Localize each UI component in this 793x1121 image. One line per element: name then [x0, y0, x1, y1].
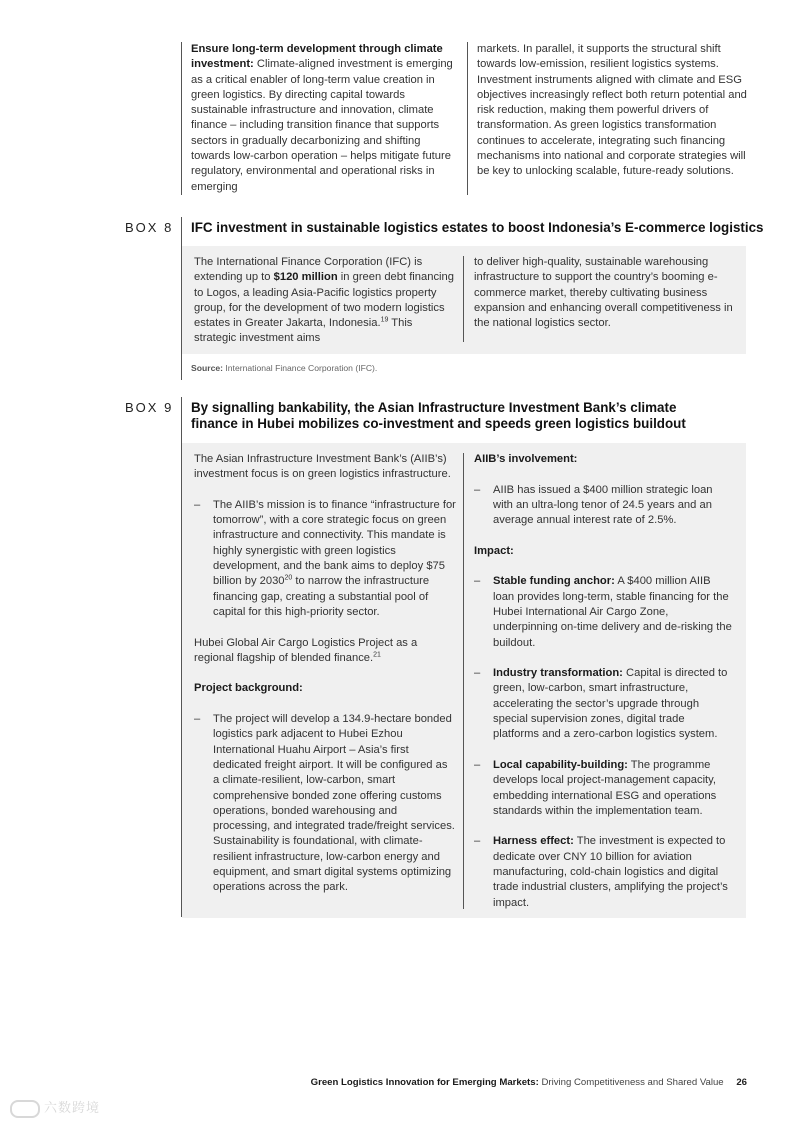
- box9-impact-item: [474, 666, 732, 742]
- box9-background-heading: Project background:: [194, 682, 303, 695]
- box9-title-line1: By signalling bankability, the Asian Infrastructure Investment Bank’s climate: [191, 400, 677, 415]
- box9-background-bullet: – The project will develop a 134.9-hectare bonded logistics park adjacent to Hubei Ezhou International Huahu Airport – Asia’s first dedicated freight airport. It will be configured as a climate-resilient, low-carbon, smart comprehensive bonded zone offering customs operations, bonded warehousing and processing, and integrated trade/freight services. Sustainability is foundational, with climate-resilient infrastructure, low-carbon energy and equipment, and smart digital systems optimizing operations across the park.: [194, 712, 456, 896]
- box9-impact-item: [474, 758, 732, 819]
- intro-right-rule: [467, 42, 468, 195]
- footer-title-bold: Green Logistics Innovation for Emerging Markets:: [310, 1077, 539, 1088]
- box9-mission-text-b: to narrow the infrastructure financing gap, creating a substantial pool of capital for this high-priority sector.: [213, 575, 430, 618]
- box9-impact-label: Industry transformation:: [493, 667, 623, 680]
- box9-impact-item: [474, 834, 732, 910]
- box8-right-text: to deliver high-quality, sustainable warehousing infrastructure to support the country’s booming e-commerce market, thereby cultivating business expansion and enhancing overall competitiveness in the national logistics sector.: [474, 256, 733, 330]
- box8-right-column: [474, 255, 738, 331]
- intro-right-column: [477, 42, 747, 180]
- box8-amount: $120 million: [273, 271, 338, 284]
- box8-left-column: [194, 255, 456, 347]
- box9-left-column: [194, 452, 456, 896]
- box8-label: BOX 8: [125, 220, 174, 235]
- box9-right-column: [474, 452, 732, 911]
- box9-label: BOX 9: [125, 400, 174, 415]
- intro-left-text: Climate-aligned investment is emerging as a critical enabler of long-term value creation in green logistics. By directing capital towards sustainable infrastructure and innovation, climate finance – including transition finance that supports sectors in gradually decarbonizing and shifting towards low-carbon operation – helps mitigate future regulatory, environmental and operational risks in emerging: [191, 58, 453, 193]
- box9-mission-bullet: [194, 498, 456, 620]
- box8-left-text-c: This strategic investment aims: [194, 317, 413, 345]
- box8-title: IFC investment in sustainable logistics estates to boost Indonesia’s E-commerce logistics: [191, 220, 764, 235]
- box8-left-text-b: in green debt financing to Logos, a leading Asia-Pacific logistics property group, for the development of two modern logistics estates in Greater Jakarta, Indonesia.: [194, 271, 454, 330]
- box9-impact-text: The investment is expected to dedicate over CNY 10 billion for aviation manufacturing, cold-chain logistics and digital trade industrial clusters, amplifying the project’s impact.: [493, 835, 728, 909]
- box9-project-title: [194, 636, 456, 667]
- box9-mission-text-a: The AIIB’s mission is to finance “infrastructure for tomorrow”, with a core strategic focus on green infrastructure and connectivity. This mandate is highly synergistic with green logistics development, and the bank aims to deploy $75 billion by 2030: [213, 498, 456, 588]
- box9-footnote-ref-21: 21: [373, 651, 381, 659]
- box9-impact-text: A $400 million AIIB loan provides long-term, stable financing for the Hubei International Air Cargo Zone, underpinning on-time delivery and de-risking the buildout.: [493, 575, 732, 649]
- box9-impact-label: Harness effect:: [493, 835, 574, 848]
- box9-impact-heading: Impact:: [474, 544, 514, 557]
- box9-left-intro: The Asian Infrastructure Investment Bank’s (AIIB’s) investment focus is on green logistics infrastructure.: [194, 453, 451, 481]
- box9-footnote-ref-20: 20: [284, 574, 293, 582]
- box8-source-text: International Finance Corporation (IFC).: [223, 363, 378, 373]
- watermark-logo-icon: [10, 1100, 40, 1118]
- footer-title-rest: Driving Competitiveness and Shared Value: [538, 1077, 724, 1088]
- box9-mid-rule: [463, 453, 464, 909]
- box8-source: [191, 363, 377, 373]
- box9-title-line2: finance in Hubei mobilizes co-investment and speeds green logistics buildout: [191, 416, 686, 431]
- box9-involvement-bullet: – AIIB has issued a $400 million strategic loan with an ultra-long tenor of 24.5 years and an average annual interest rate of 2.5%.: [474, 483, 732, 529]
- page-number: 26: [736, 1077, 747, 1088]
- box9-impact-label: Local capability-building:: [493, 758, 628, 771]
- box8-footnote-ref: 19: [380, 316, 389, 324]
- box9-impact-label: Stable funding anchor:: [493, 575, 615, 588]
- box8-left-text-a: The International Finance Corporation (IFC) is extending up to: [194, 256, 423, 284]
- box9-impact-item: [474, 574, 732, 650]
- intro-left-heading: Ensure long-term development through climate investment:: [191, 43, 443, 71]
- intro-left-rule: [181, 42, 182, 195]
- box8-source-label: Source:: [191, 363, 223, 373]
- intro-right-text: markets. In parallel, it supports the structural shift towards low-emission, resilient logistics systems. Investment instruments aligned with climate and ESG objectives increasingly reflect both return potential and risk reduction, making them powerful drivers of transformation. As green logistics transformation continues to accelerate, integrating such financing mechanisms into national and corporate strategies will be key to unlocking scalable, future-ready solutions.: [477, 43, 747, 178]
- watermark-text: 六数跨境: [44, 1100, 101, 1115]
- box9-impact-text: Capital is directed to green, low-carbon, smart infrastructure, accelerating the sector’s upgrade through special supervision zones, digital trade platforms and a zero-carbon logistics system.: [493, 667, 728, 741]
- box9-involvement-heading: AIIB’s involvement:: [474, 453, 578, 465]
- box9-impact-text: The programme develops local project-management capacity, embedding international ESG and operations standards within the implementation team.: [493, 758, 717, 817]
- box9-project-text: Hubei Global Air Cargo Logistics Project as a regional flagship of blended finance.: [194, 636, 418, 664]
- watermark: [10, 1097, 100, 1118]
- intro-left-column: [191, 42, 453, 195]
- page-footer: [311, 1077, 747, 1088]
- box8-mid-rule: [463, 256, 464, 342]
